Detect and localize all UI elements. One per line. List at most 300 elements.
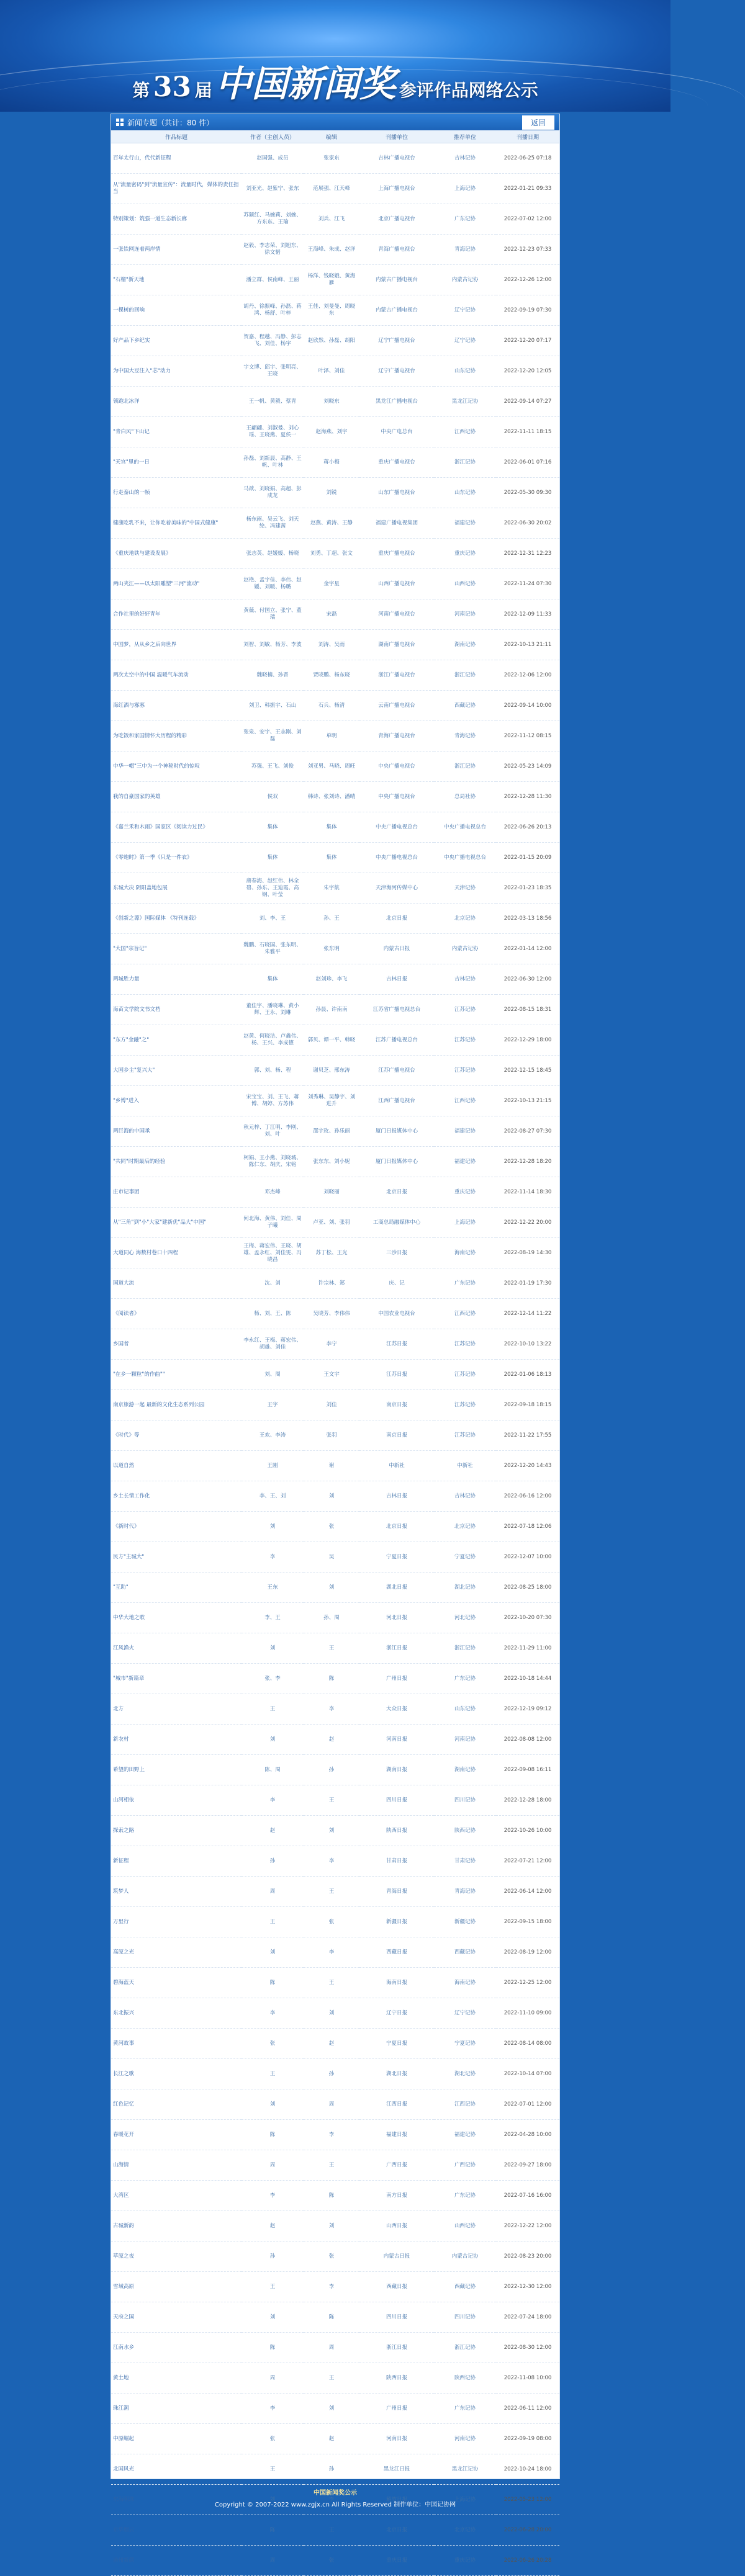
entry-date: 2022-01-19 17:30 (496, 1268, 559, 1299)
table-row[interactable] (111, 2181, 559, 2211)
entry-title-link[interactable]: 乡国者 (111, 1329, 242, 1360)
table-row[interactable] (111, 721, 559, 752)
entry-title-link[interactable]: 南京旅游一起 最新的文化生态系列公园 (111, 1390, 242, 1420)
entry-editors: 王佳、刘曼曼、周晓东 (304, 295, 359, 326)
entry-title-link[interactable]: 北国风光 (111, 2454, 242, 2485)
entry-publisher: 黑龙江日报 (359, 2454, 434, 2485)
entry-title-link[interactable]: 《重庆地铁与建设发展》 (111, 539, 242, 569)
entry-editors: 郭贝、谭一平、韩晓 (304, 1025, 359, 1056)
entry-recommender: 辽宁记协 (434, 326, 496, 356)
entry-authors: 刘 (242, 1512, 304, 1542)
entry-authors: 黄薇、付国立、张宁、董瑞 (242, 599, 304, 630)
entry-editors: 李 (304, 1937, 359, 1968)
table-row[interactable] (111, 1329, 559, 1360)
entry-recommender: 江西记协 (434, 1299, 496, 1329)
entry-title-link[interactable]: 领跑北冰洋 (111, 387, 242, 417)
entry-date: 2022-03-13 18:56 (496, 904, 559, 934)
entry-title-link[interactable]: 民方"主城大" (111, 1542, 242, 1573)
entry-authors: 苏颖红、马婉莉、刘婉、方东东、王瑜 (242, 204, 304, 235)
entry-date: 2022-06-26 20:13 (496, 812, 559, 843)
table-row[interactable] (111, 2029, 559, 2059)
entry-title-link[interactable]: 江南水乡 (111, 2333, 242, 2363)
entry-editors: 宋磊 (304, 599, 359, 630)
entry-date: 2022-10-24 18:00 (496, 2454, 559, 2485)
entry-title-link[interactable]: 海苗文学院文书文档 (111, 995, 242, 1025)
entry-editors: 刘 (304, 1816, 359, 1846)
column-header: 推荐单位 (434, 130, 496, 143)
entry-recommender: 山西记协 (434, 569, 496, 599)
column-header: 刊播单位 (359, 130, 434, 143)
table-row[interactable] (111, 1512, 559, 1542)
entry-title-link[interactable]: 合作社里的好好青年 (111, 599, 242, 630)
table-row[interactable] (111, 235, 559, 265)
table-row[interactable] (111, 417, 559, 447)
entry-editors: 苏丁松、王光 (304, 1238, 359, 1268)
entry-publisher: 辽宁广播电视台 (359, 356, 434, 387)
table-row[interactable] (111, 1116, 559, 1147)
table-row[interactable] (111, 2515, 559, 2546)
entry-title-link[interactable]: 筑梦人 (111, 1877, 242, 1907)
entry-editors: 张 (304, 1907, 359, 1937)
entry-title-link[interactable]: 新农村 (111, 1725, 242, 1755)
entry-title-link[interactable]: "东方"金融"之" (111, 1025, 242, 1056)
entry-recommender: 浙江记协 (434, 2333, 496, 2363)
table-row[interactable] (111, 1633, 559, 1664)
entry-authors: 陈、周 (242, 1755, 304, 1785)
entry-editors: 赵刘珍、李飞 (304, 964, 359, 995)
entry-publisher: 工商总局融媒体中心 (359, 1208, 434, 1238)
entry-title-link[interactable]: 从"流量密码"到"流量宣传"：流量时代，媒体的责任担当 (111, 174, 242, 204)
entry-date: 2022-08-30 12:00 (496, 2333, 559, 2363)
table-row[interactable] (111, 1025, 559, 1056)
entry-authors: 王 (242, 2272, 304, 2302)
entry-recommender: 广东记协 (434, 1268, 496, 1299)
entry-publisher: 湖南日报 (359, 1755, 434, 1785)
table-row[interactable] (111, 1238, 559, 1268)
entry-title-link[interactable]: 中国梦，从从乡之后向世界 (111, 630, 242, 660)
table-row[interactable] (111, 1268, 559, 1299)
table-row[interactable] (111, 2272, 559, 2302)
table-row[interactable] (111, 1542, 559, 1573)
table-row[interactable] (111, 1147, 559, 1177)
entry-title-link[interactable]: 黄河故事 (111, 2029, 242, 2059)
entry-title-link[interactable]: 行走泰山的一帧 (111, 478, 242, 508)
table-row[interactable] (111, 1755, 559, 1785)
entry-recommender: 山东记协 (434, 478, 496, 508)
entry-recommender: 山西记协 (434, 2211, 496, 2242)
entry-title-link[interactable]: 渝州新颜 (111, 2546, 242, 2576)
entry-authors: 王梅、蒋宏伟、王晓、胡雄、孟永红、刘佳雯、冯晓昌 (242, 1238, 304, 1268)
entry-publisher: 青海广播电视台 (359, 721, 434, 752)
entry-recommender: 福建记协 (434, 2120, 496, 2150)
table-row[interactable] (111, 508, 559, 539)
entry-title-link[interactable]: 东海明珠 (111, 2485, 242, 2515)
entry-editors: 周 (304, 2089, 359, 2120)
entry-title-link[interactable]: 探索之路 (111, 1816, 242, 1846)
entry-editors: 陈 (304, 2181, 359, 2211)
entry-title-link[interactable]: 中华一帽"三中为一个神秘时代的惊叹 (111, 752, 242, 782)
entry-publisher: 中央广播电视总台 (359, 843, 434, 873)
entry-recommender: 河南记协 (434, 599, 496, 630)
table-body (111, 143, 559, 2576)
table-row[interactable] (111, 1907, 559, 1937)
entry-recommender: 广东记协 (434, 204, 496, 235)
entry-publisher: 宁夏日报 (359, 1542, 434, 1573)
entry-publisher: 江苏广播电视台 (359, 1056, 434, 1086)
table-row[interactable] (111, 204, 559, 235)
entry-publisher: 甘肃日报 (359, 1846, 434, 1877)
table-row[interactable] (111, 1998, 559, 2029)
entry-publisher: 中新社 (359, 1451, 434, 1481)
entry-title-link[interactable]: 北方 (111, 1694, 242, 1725)
entry-date: 2022-10-13 21:11 (496, 630, 559, 660)
entry-date: 2022-08-23 20:00 (496, 2242, 559, 2272)
entry-publisher: 辽宁广播电视台 (359, 326, 434, 356)
table-row[interactable] (111, 1573, 559, 1603)
entry-recommender: 黑龙江记协 (434, 2454, 496, 2485)
table-row[interactable] (111, 1086, 559, 1116)
entry-publisher: 南方日报 (359, 2181, 434, 2211)
entry-title-link[interactable]: 江风渔火 (111, 1633, 242, 1664)
entry-title-link[interactable]: "城市"新篇章 (111, 1664, 242, 1694)
table-row[interactable] (111, 2242, 559, 2272)
entry-title-link[interactable]: 两次太空中的中国 温暖气车流动 (111, 660, 242, 691)
entry-title-link[interactable]: 天府之国 (111, 2302, 242, 2333)
table-row[interactable] (111, 934, 559, 964)
entry-editors: 孙 (304, 1755, 359, 1785)
table-row[interactable] (111, 1968, 559, 1998)
back-button[interactable]: 返回 (522, 115, 554, 130)
entry-title-link[interactable]: 庄市记事团 (111, 1177, 242, 1208)
entry-date: 2022-12-20 12:05 (496, 356, 559, 387)
entry-recommender: 海南记协 (434, 1238, 496, 1268)
entry-date: 2022-10-10 13:22 (496, 1329, 559, 1360)
table-row[interactable] (111, 1877, 559, 1907)
entry-title-link[interactable]: 一张铁网连着两岸情 (111, 235, 242, 265)
entry-recommender: 西藏记协 (434, 2272, 496, 2302)
entry-title-link[interactable]: 珠江潮 (111, 2394, 242, 2424)
entry-authors: 王一帆、黄毅、蔡青 (242, 387, 304, 417)
entry-authors: 刘 (242, 2302, 304, 2333)
entry-authors: 赵 (242, 2211, 304, 2242)
entry-title-link[interactable]: 《阅读者》 (111, 1299, 242, 1329)
entry-title-link[interactable]: 山海情 (111, 2150, 242, 2181)
entry-title-link[interactable]: 大湾区 (111, 2181, 242, 2211)
entry-date: 2022-11-22 17:55 (496, 1420, 559, 1451)
table-row[interactable] (111, 2059, 559, 2089)
entry-editors: 韩诗、张刘诗、潘晴 (304, 782, 359, 812)
entry-title-link[interactable]: 健康吃乳不来，让你吃着美味的"中国式健康" (111, 508, 242, 539)
entry-publisher: 四川日报 (359, 1785, 434, 1816)
entry-date: 2022-09-14 10:00 (496, 691, 559, 721)
entry-date: 2022-12-31 12:23 (496, 539, 559, 569)
entry-recommender: 江西记协 (434, 1086, 496, 1116)
table-row[interactable] (111, 1937, 559, 1968)
table-row[interactable] (111, 2333, 559, 2363)
entry-title-link[interactable]: 《零炮时》第一季《只是一件衣》 (111, 843, 242, 873)
entry-editors: 集体 (304, 843, 359, 873)
entry-title-link[interactable]: "大国"宗旨记" (111, 934, 242, 964)
banner-main: 中国新闻奖 (215, 63, 396, 105)
table-row[interactable] (111, 569, 559, 599)
entry-editors: 孙 (304, 2454, 359, 2485)
entry-publisher: 内蒙古广播电视台 (359, 295, 434, 326)
entry-authors: 李 (242, 2394, 304, 2424)
table-row[interactable] (111, 326, 559, 356)
entry-title-link[interactable]: "互助" (111, 1573, 242, 1603)
table-row[interactable] (111, 630, 559, 660)
table-row[interactable] (111, 1208, 559, 1238)
entry-recommender: 陕西记协 (434, 1816, 496, 1846)
table-row[interactable] (111, 2363, 559, 2394)
entry-title-link[interactable]: 两山夹江——以太阳雕塑"三河"流动" (111, 569, 242, 599)
table-row[interactable] (111, 2150, 559, 2181)
entry-publisher: 四川日报 (359, 2302, 434, 2333)
entry-publisher: 江西广播电视台 (359, 1086, 434, 1116)
table-row[interactable] (111, 539, 559, 569)
entry-recommender: 福建记协 (434, 1116, 496, 1147)
entry-authors: 刘 (242, 1937, 304, 1968)
entry-title-link[interactable]: "青白风"下山记 (111, 417, 242, 447)
table-row[interactable] (111, 1694, 559, 1725)
table-row[interactable] (111, 1299, 559, 1329)
entry-title-link[interactable]: 碧海蓝天 (111, 1968, 242, 1998)
entry-title-link[interactable]: 百年太行山，代代新征程 (111, 143, 242, 174)
entry-date: 2022-07-01 12:00 (496, 2089, 559, 2120)
entry-editors: 孙 (304, 2059, 359, 2089)
entry-title-link[interactable]: 古城新韵 (111, 2211, 242, 2242)
entry-publisher: 山西广播电视台 (359, 569, 434, 599)
table-row[interactable] (111, 1664, 559, 1694)
table-row[interactable] (111, 265, 559, 295)
entry-publisher: 新疆日报 (359, 1907, 434, 1937)
entry-date: 2022-06-25 07:18 (496, 143, 559, 174)
entry-date: 2022-12-29 18:00 (496, 1025, 559, 1056)
entry-publisher: 吉林日报 (359, 1481, 434, 1512)
entry-title-link[interactable]: 我的自豪国家的英雄 (111, 782, 242, 812)
entry-publisher: 北京广播电视台 (359, 204, 434, 235)
entry-editors: 刘兵、江飞 (304, 204, 359, 235)
table-row[interactable] (111, 2454, 559, 2485)
entry-publisher: 解放日报 (359, 2485, 434, 2515)
entry-title-link[interactable]: 国道大流 (111, 1268, 242, 1299)
entry-title-link[interactable]: "石榴"新天地 (111, 265, 242, 295)
entry-editors: 张东东、刘小妮 (304, 1147, 359, 1177)
table-row[interactable] (111, 2302, 559, 2333)
table-row[interactable] (111, 691, 559, 721)
entry-authors: 王欢、李涛 (242, 1420, 304, 1451)
entry-title-link[interactable]: 大道同心 海数村巷口十四程 (111, 1238, 242, 1268)
table-row[interactable] (111, 1816, 559, 1846)
entry-recommender: 北京记协 (434, 904, 496, 934)
entry-authors: 刘 (242, 1725, 304, 1755)
table-row[interactable] (111, 1360, 559, 1390)
table-row[interactable] (111, 1725, 559, 1755)
entry-publisher: 湖南广播电视台 (359, 630, 434, 660)
table-row[interactable] (111, 1846, 559, 1877)
entry-title-link[interactable]: 《新时代》 (111, 1512, 242, 1542)
entry-title-link[interactable]: 海红酒与寡寡 (111, 691, 242, 721)
entry-title-link[interactable]: "在乡一颗粒"的作曲"" (111, 1360, 242, 1390)
entry-date: 2022-11-24 07:30 (496, 569, 559, 599)
entry-title-link[interactable]: 特别策划：筑强一道生态新长廊 (111, 204, 242, 235)
entry-title-link[interactable]: 京华烟云 (111, 2515, 242, 2546)
table-row[interactable] (111, 660, 559, 691)
entry-recommender: 吉林记协 (434, 1481, 496, 1512)
entry-date: 2022-01-15 20:09 (496, 843, 559, 873)
table-row[interactable] (111, 964, 559, 995)
entry-title-link[interactable]: 万里行 (111, 1907, 242, 1937)
entry-title-link[interactable]: 两城胜力量 (111, 964, 242, 995)
entry-authors: 孙 (242, 2242, 304, 2272)
table-row[interactable] (111, 295, 559, 326)
footer-title: 中国新闻奖公示 (314, 2490, 357, 2497)
table-row[interactable] (111, 2089, 559, 2120)
entry-title-link[interactable]: 春暖花开 (111, 2120, 242, 2150)
entry-recommender: 江苏记协 (434, 1329, 496, 1360)
entry-authors: 赵毅、李志荣、刘旭东、徐文韬 (242, 235, 304, 265)
entry-date: 2022-11-12 08:15 (496, 721, 559, 752)
table-row[interactable] (111, 1451, 559, 1481)
table-row[interactable] (111, 2424, 559, 2454)
entry-title-link[interactable]: 一棵树的回响 (111, 295, 242, 326)
banner-post: 参评作品网络公示 (399, 80, 538, 101)
entry-title-link[interactable]: 以道自然 (111, 1451, 242, 1481)
entry-date: 2022-12-07 10:00 (496, 1542, 559, 1573)
entry-title-link[interactable]: 从"三角"到"小"大家"建新优"品大"中国" (111, 1208, 242, 1238)
entry-date: 2022-06-28 20:00 (496, 2515, 559, 2546)
entry-title-link[interactable]: 山河相依 (111, 1785, 242, 1816)
entries-table (111, 130, 559, 2576)
entry-date: 2022-12-22 20:00 (496, 1208, 559, 1238)
entry-editors: 周 (304, 2333, 359, 2363)
entry-title-link[interactable]: 大国乡主"复兴大" (111, 1056, 242, 1086)
entry-publisher: 北京日报 (359, 2515, 434, 2546)
entry-recommender: 青海记协 (434, 721, 496, 752)
table-row[interactable] (111, 1420, 559, 1451)
entry-date: 2022-12-28 11:30 (496, 782, 559, 812)
table-row[interactable] (111, 1481, 559, 1512)
entry-recommender: 上海记协 (434, 174, 496, 204)
entry-authors: 秋元梓、丁江明、李刚、刘、叶 (242, 1116, 304, 1147)
entry-title-link[interactable]: 《嘉兰禾和木雨》国家区《阅读力过民》 (111, 812, 242, 843)
entry-date: 2022-10-20 07:30 (496, 1603, 559, 1633)
table-row[interactable] (111, 995, 559, 1025)
entry-date: 2022-12-22 12:00 (496, 2211, 559, 2242)
entry-title-link[interactable]: "天宫"里的一日 (111, 447, 242, 478)
entry-editors: 王 (304, 1877, 359, 1907)
table-row[interactable] (111, 1177, 559, 1208)
entry-date: 2022-12-28 18:20 (496, 1147, 559, 1177)
table-row[interactable] (111, 478, 559, 508)
table-row[interactable] (111, 143, 559, 174)
entry-authors: 李、王 (242, 1603, 304, 1633)
entry-title-link[interactable]: 红色记忆 (111, 2089, 242, 2120)
table-row[interactable] (111, 2546, 559, 2576)
entry-title-link[interactable]: 中华大地之歌 (111, 1603, 242, 1633)
table-row[interactable] (111, 843, 559, 873)
entry-publisher: 内蒙古广播电视台 (359, 265, 434, 295)
table-row[interactable] (111, 447, 559, 478)
entry-title-link[interactable]: 草原之夜 (111, 2242, 242, 2272)
entry-recommender: 辽宁记协 (434, 295, 496, 326)
entry-title-link[interactable]: 为吃饭和家国情怀大历程的精彩 (111, 721, 242, 752)
entry-title-link[interactable]: 雪域高原 (111, 2272, 242, 2302)
table-row[interactable] (111, 2120, 559, 2150)
entry-date: 2022-09-15 18:00 (496, 1907, 559, 1937)
entry-editors: 谢 (304, 1451, 359, 1481)
entry-recommender: 河南记协 (434, 2424, 496, 2454)
entry-editors: 孙晨、许南南 (304, 995, 359, 1025)
entry-editors: 赵 (304, 1725, 359, 1755)
entry-title-link[interactable]: 《时代》等 (111, 1420, 242, 1451)
entry-editors: 王文宇 (304, 1360, 359, 1390)
entry-title-link[interactable]: 中原崛起 (111, 2424, 242, 2454)
entry-authors: 刘、李、王 (242, 904, 304, 934)
entry-recommender: 湖北记协 (434, 2059, 496, 2089)
entry-title-link[interactable]: 高原之光 (111, 1937, 242, 1968)
entry-editors: 许宗林、郑 (304, 1268, 359, 1299)
entry-title-link[interactable]: 黄土地 (111, 2363, 242, 2394)
table-row[interactable] (111, 356, 559, 387)
entry-recommender: 福建记协 (434, 1147, 496, 1177)
entry-date: 2022-11-29 11:00 (496, 1633, 559, 1664)
entry-title-link[interactable]: 乡土长情工作化 (111, 1481, 242, 1512)
table-row[interactable] (111, 782, 559, 812)
entry-title-link[interactable]: "共同"时期最后的经验 (111, 1147, 242, 1177)
table-row[interactable] (111, 2211, 559, 2242)
table-row[interactable] (111, 387, 559, 417)
table-row[interactable] (111, 174, 559, 204)
table-row[interactable] (111, 1603, 559, 1633)
entry-title-link[interactable]: 东北振兴 (111, 1998, 242, 2029)
entry-authors: 陈 (242, 2120, 304, 2150)
entry-editors: 刘佳 (304, 1390, 359, 1420)
entry-title-link[interactable]: 好产品下乡纪实 (111, 326, 242, 356)
entry-editors: 王 (304, 2150, 359, 2181)
table-row[interactable] (111, 904, 559, 934)
table-row[interactable] (111, 599, 559, 630)
entry-title-link[interactable]: "乡博"进入 (111, 1086, 242, 1116)
table-row[interactable] (111, 752, 559, 782)
entry-editors: 蒋小梅 (304, 447, 359, 478)
entry-title-link[interactable]: 为中国大豆注入"芯"动力 (111, 356, 242, 387)
entry-title-link[interactable]: 《创新之源》国际媒体 《特刊连载》 (111, 904, 242, 934)
table-row[interactable] (111, 1785, 559, 1816)
entry-title-link[interactable]: 长江之歌 (111, 2059, 242, 2089)
table-row[interactable] (111, 873, 559, 904)
entry-title-link[interactable]: 两巨海的中国承 (111, 1116, 242, 1147)
entry-recommender: 湖南记协 (434, 630, 496, 660)
entry-title-link[interactable]: 希望的田野上 (111, 1755, 242, 1785)
footer-copyright: Copyright © 2007-2022 www.zgjx.cn All Rights Reserved 制作单位：中国记协网 (214, 2502, 456, 2508)
table-row[interactable] (111, 2394, 559, 2424)
entry-publisher: 河北日报 (359, 1603, 434, 1633)
entry-publisher: 中央广播电视总台 (359, 812, 434, 843)
entry-title-link[interactable]: 东城大决 阴阳盖地包展 (111, 873, 242, 904)
entry-editors: 李 (304, 1846, 359, 1877)
table-row[interactable] (111, 1390, 559, 1420)
table-row[interactable] (111, 1056, 559, 1086)
table-row[interactable] (111, 812, 559, 843)
entry-publisher: 江苏省广播电视总台 (359, 995, 434, 1025)
entry-editors: 刘涛、吴雨 (304, 630, 359, 660)
entry-recommender: 湖南记协 (434, 1755, 496, 1785)
entry-date: 2022-12-20 14:43 (496, 1451, 559, 1481)
entry-title-link[interactable]: 新征程 (111, 1846, 242, 1877)
entry-date: 2022-06-11 12:00 (496, 2394, 559, 2424)
entry-date: 2022-06-01 07:16 (496, 447, 559, 478)
